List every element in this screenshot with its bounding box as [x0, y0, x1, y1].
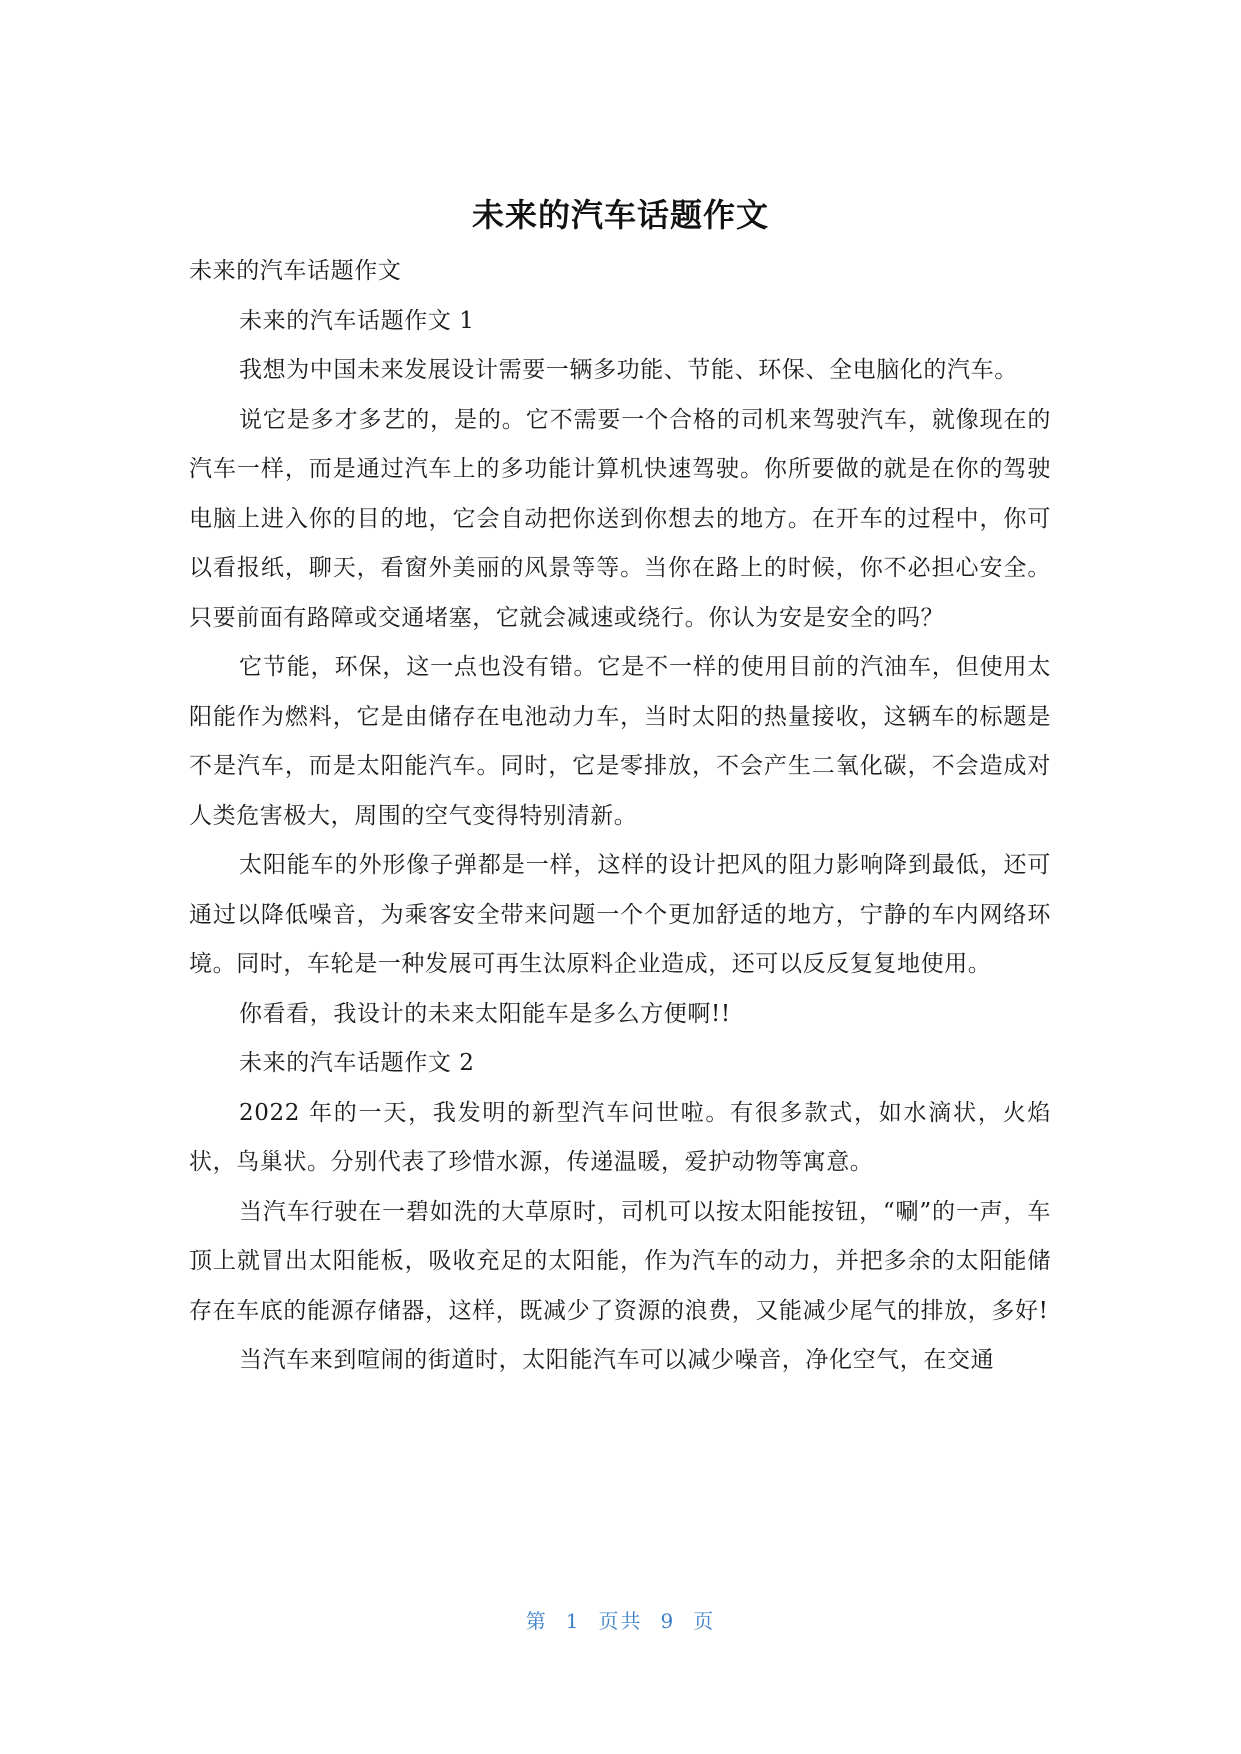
paragraph: 太阳能车的外形像子弹都是一样，这样的设计把风的阻力影响降到最低，还可通过以降低噪音，为乘客安全带来问题一个个更加舒适的地方，宁静的车内网络环境。同时，车轮是一种发展可再生汰原料企业造成，还可以反反复复地使用。 [189, 852, 1051, 977]
section-heading-2: 未来的汽车话题作文 2 [239, 1050, 475, 1076]
paragraph: 当汽车来到喧闹的街道时，太阳能汽车可以减少噪音，净化空气，在交通 [239, 1347, 995, 1373]
paragraph: 说它是多才多艺的，是的。它不需要一个合格的司机来驾驶汽车，就像现在的汽车一样，而是通过汽车上的多功能计算机快速驾驶。你所要做的就是在你的驾驶电脑上进入你的目的地，它会自动把你送到你想去的地方。在开车的过程中，你可以看报纸，聊天，看窗外美丽的风景等等。当你在路上的时候，你不必担心安全。只要前面有路障或交通堵塞，它就会减速或绕行。你认为安是安全的吗？ [189, 406, 1051, 631]
paragraph: 你看看，我设计的未来太阳能车是多么方便啊!! [239, 1000, 731, 1027]
document-title: 未来的汽车话题作文 [471, 196, 769, 234]
page-footer [0, 1605, 1241, 1634]
paragraph: 当汽车行驶在一碧如洗的大草原时，司机可以按太阳能按钮，“唰”的一声，车顶上就冒出太阳能板，吸收充足的太阳能，作为汽车的动力，并把多余的太阳能储存在车底的能源存储器，这样，既减少了资源的浪费，又能减少尾气的排放，多好! [189, 1198, 1051, 1324]
paragraph: 2022 年的一天，我发明的新型汽车问世啦。有很多款式，如水滴状，火焰状，鸟巢状。分别代表了珍惜水源，传递温暖，爱护动物等寓意。 [189, 1099, 1051, 1175]
current-page-number: 1 [565, 1609, 581, 1633]
paragraph: 我想为中国未来发展设计需要一辆多功能、节能、环保、全电脑化的汽车。 [239, 357, 1018, 383]
total-pages-number: 9 [660, 1609, 676, 1633]
document-subtitle: 未来的汽车话题作文 [189, 258, 402, 284]
paragraph: 它节能，环保，这一点也没有错。它是不一样的使用目前的汽油车，但使用太阳能作为燃料，它是由储存在电池动力车，当时太阳的热量接收，这辆车的标题是不是汽车，而是太阳能汽车。同时，它是零排放，不会产生二氧化碳，不会造成对人类危害极大，周围的空气变得特别清新。 [189, 654, 1051, 829]
document-body [189, 247, 1051, 1386]
page-label-suffix: 页 [693, 1609, 716, 1633]
page-label-mid: 页共 [598, 1609, 643, 1633]
page-label-prefix: 第 [525, 1609, 548, 1633]
section-heading-1: 未来的汽车话题作文 1 [239, 307, 475, 334]
